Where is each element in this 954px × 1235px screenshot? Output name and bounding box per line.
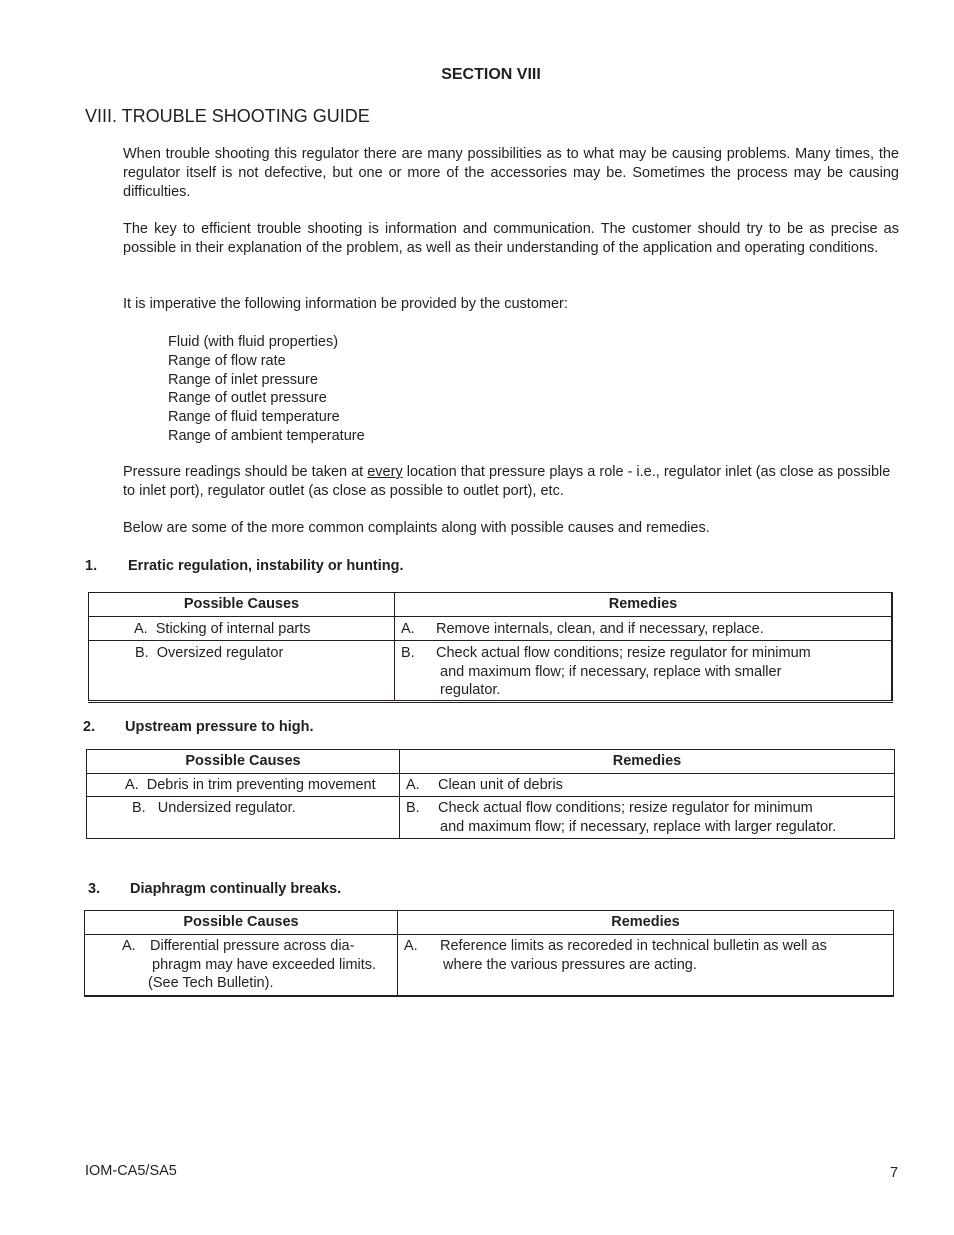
remedy-cell [400, 774, 895, 797]
remedy-text: Reference limits as recoreded in technical bulletin as well as [440, 938, 827, 954]
section-title: SECTION VIII [441, 66, 541, 83]
cause-text: phragm may have exceeded limits. [152, 956, 377, 973]
cause-cell [87, 774, 400, 797]
table-header-row [87, 750, 895, 774]
remedy-text: Remove internals, clean, and if necessary, replace. [436, 621, 764, 637]
remedies-header: Remedies [400, 750, 895, 774]
table-row [89, 641, 893, 702]
pressure-paragraph [123, 463, 899, 501]
causes-header: Possible Causes [85, 911, 398, 935]
causes-header: Possible Causes [87, 750, 400, 774]
problem-heading-1 [85, 558, 404, 574]
causes-header: Possible Causes [89, 593, 395, 617]
complaints-paragraph: Below are some of the more common complaints along with possible causes and remedies. [123, 520, 710, 536]
cause-text: Undersized regulator. [157, 800, 296, 816]
remedy-letter: B. [401, 645, 415, 661]
remedy-cell [395, 641, 893, 702]
list-item: Fluid (with fluid properties) [168, 334, 339, 350]
remedy-cell [398, 935, 894, 996]
remedy-text: and maximum flow; if necessary, replace with larger regulator. [440, 818, 837, 835]
problem-heading-2 [83, 719, 314, 735]
problem-title: Erratic regulation, instability or hunting. [128, 558, 404, 574]
remedy-text: Check actual flow conditions; resize regulator for minimum [438, 800, 813, 816]
problem-title: Upstream pressure to high. [125, 719, 314, 735]
problem-number: 3. [88, 881, 101, 897]
underlined-word: every [367, 464, 403, 480]
troubleshooting-table-2 [86, 749, 895, 839]
remedy-letter: B. [406, 800, 420, 816]
table-row [85, 935, 894, 996]
table-row [87, 797, 895, 839]
list-item: Range of outlet pressure [168, 390, 327, 407]
remedy-cell [400, 797, 895, 839]
cause-text: Differential pressure across dia- [150, 938, 355, 954]
remedy-text: where the various pressures are acting. [443, 956, 697, 973]
problem-number: 1. [85, 558, 98, 574]
list-item: Range of flow rate [168, 352, 286, 369]
problem-heading-3 [88, 881, 341, 897]
intro-paragraph: When trouble shooting this regulator there are many possibilities as to what may be causing problems. Many times, the regulator itself is not defective, but one or more of the accessories may be. Sometimes the process may be causing difficulties. [123, 146, 899, 200]
imperative-paragraph: It is imperative the following information be provided by the customer: [123, 296, 568, 312]
remedies-header: Remedies [395, 593, 893, 617]
remedy-letter: A. [404, 938, 418, 954]
cause-text: Sticking of internal parts [155, 621, 311, 637]
cause-text: Debris in trim preventing movement [146, 777, 376, 793]
key-paragraph: The key to efficient trouble shooting is information and communication. The customer should try to be as precise as possible in their explanation of the problem, as well as their understanding of the application and operating conditions. [123, 221, 899, 256]
remedy-text: regulator. [440, 682, 501, 698]
cause-cell [89, 617, 395, 641]
cause-letter: A. [125, 777, 139, 793]
document-id: IOM-CA5/SA5 [85, 1163, 177, 1179]
list-item: Range of fluid temperature [168, 409, 340, 426]
problem-title: Diaphragm continually breaks. [130, 881, 342, 897]
table-row [87, 774, 895, 797]
remedy-text: Check actual flow conditions; resize regulator for minimum [436, 645, 811, 661]
page-number: 7 [890, 1165, 899, 1181]
cause-letter: A. [134, 621, 148, 637]
problem-number: 2. [83, 719, 96, 735]
table-header-row [85, 911, 894, 935]
remedies-header: Remedies [398, 911, 894, 935]
pressure-text-start: Pressure readings should be taken at [123, 464, 368, 480]
cause-cell [87, 797, 400, 839]
cause-cell [89, 641, 395, 702]
cause-text: (See Tech Bulletin). [148, 975, 274, 991]
pressure-text-end: location that pressure plays a role - i.e., regulator inlet (as close as possible to inlet port), regulator outlet (as close as possible to outlet port), etc. [123, 464, 891, 499]
troubleshooting-table-3 [84, 910, 894, 997]
remedy-cell [395, 617, 893, 641]
table-header-row [89, 593, 893, 617]
list-item: Range of inlet pressure [168, 371, 318, 388]
remedy-letter: A. [401, 621, 415, 637]
list-item: Range of ambient temperature [168, 427, 365, 444]
cause-text: Oversized regulator [156, 645, 284, 661]
info-list [168, 333, 365, 446]
remedy-letter: A. [406, 777, 420, 793]
table-row [89, 617, 893, 641]
remedy-text: Clean unit of debris [438, 777, 563, 793]
remedy-text: and maximum flow; if necessary, replace with smaller [440, 663, 782, 680]
guide-title: VIII. TROUBLE SHOOTING GUIDE [85, 106, 370, 126]
cause-letter: B. [135, 645, 149, 661]
cause-letter: A. [122, 938, 136, 954]
cause-cell [85, 935, 398, 996]
cause-letter: B. [132, 800, 146, 816]
troubleshooting-table-1 [88, 592, 893, 703]
